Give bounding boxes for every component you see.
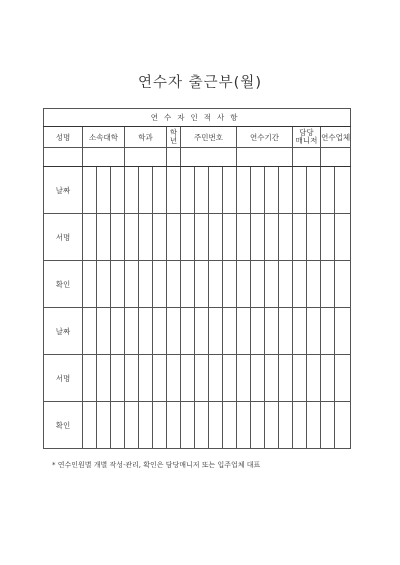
row-label-confirm: 확인 [44,402,83,449]
col-company: 연수업체 [321,127,351,148]
col-department: 학과 [125,127,167,148]
row-label-signature: 서명 [44,214,83,261]
col-grade: 학 년 [167,127,181,148]
company-cell[interactable] [321,148,351,167]
col-university: 소속대학 [83,127,125,148]
col-id-number: 주민번호 [181,127,237,148]
signature-row [44,214,351,261]
university-cell[interactable] [83,148,125,167]
date-row [44,167,351,214]
row-label-date: 날짜 [44,167,83,214]
department-cell[interactable] [125,148,167,167]
confirm-row [44,402,351,449]
col-name: 성명 [44,127,83,148]
date-row [44,308,351,355]
col-period: 연수기간 [237,127,293,148]
confirm-row [44,261,351,308]
col-manager: 담당 매니저 [293,127,321,148]
row-label-signature: 서명 [44,355,83,402]
footnote: * 연수인원별 개별 작성·관리, 확인은 담당매니저 또는 입주업체 대표 [52,461,261,469]
table-header: 연수자인적사항 [44,109,351,127]
manager-cell[interactable] [293,148,321,167]
row-label-confirm: 확인 [44,261,83,308]
name-cell[interactable] [44,148,83,167]
signature-row [44,355,351,402]
period-cell[interactable] [237,148,293,167]
page-title: 연수자 출근부(월) [138,75,262,91]
attendance-table [43,108,351,449]
id-number-cell[interactable] [181,148,237,167]
row-label-date: 날짜 [44,308,83,355]
grade-cell[interactable] [167,148,181,167]
